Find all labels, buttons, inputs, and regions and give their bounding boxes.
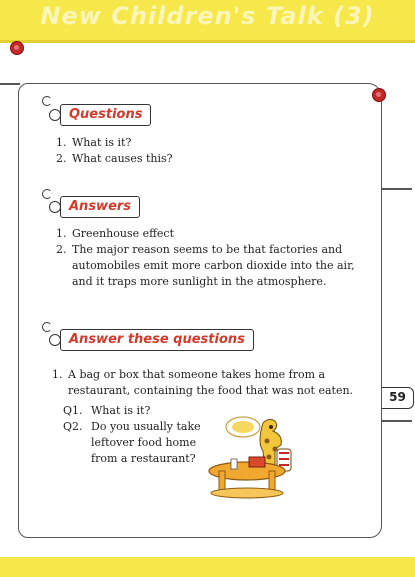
- list-item: 1. What is it?: [56, 136, 132, 149]
- page-title: New Children's Talk (3): [40, 2, 375, 30]
- answers-list: [56, 226, 376, 290]
- side-tick: [382, 420, 412, 422]
- header-rule: [0, 40, 415, 43]
- frame-edge-line: [0, 83, 20, 85]
- answer-these-questions-label: Answer these questions: [60, 329, 254, 351]
- sub-questions: [63, 403, 223, 467]
- pin-icon-top-left: [10, 41, 24, 55]
- page-number-tab: 59: [382, 387, 414, 409]
- curl-icon: [42, 322, 52, 332]
- list-item: 2. The major reason seems to be that factories and automobiles emit more carbon dioxide into the air, and it traps more sunlight in the atmosphere.: [56, 243, 355, 288]
- list-item: 1. A bag or box that someone takes home from a restaurant, containing the food that was not eaten.: [52, 368, 354, 397]
- answer-these-list: [52, 367, 372, 399]
- curl-icon: [42, 96, 52, 106]
- pin-icon-top-right: [372, 88, 386, 102]
- list-item: 1. Greenhouse effect: [56, 227, 175, 240]
- sub-question-1: Q1. What is it?: [63, 404, 151, 417]
- list-item: 2. What causes this?: [56, 152, 173, 165]
- header-band: [0, 0, 415, 40]
- footer-band: [0, 557, 415, 577]
- questions-label: Questions: [60, 104, 151, 126]
- curl-icon: [42, 189, 52, 199]
- side-tick: [382, 188, 412, 190]
- questions-list: [56, 135, 356, 167]
- answers-label: Answers: [60, 196, 140, 218]
- giraffe-illustration: [205, 405, 310, 500]
- sub-question-2: Q2. Do you usually take leftover food home from a restaurant?: [63, 420, 201, 465]
